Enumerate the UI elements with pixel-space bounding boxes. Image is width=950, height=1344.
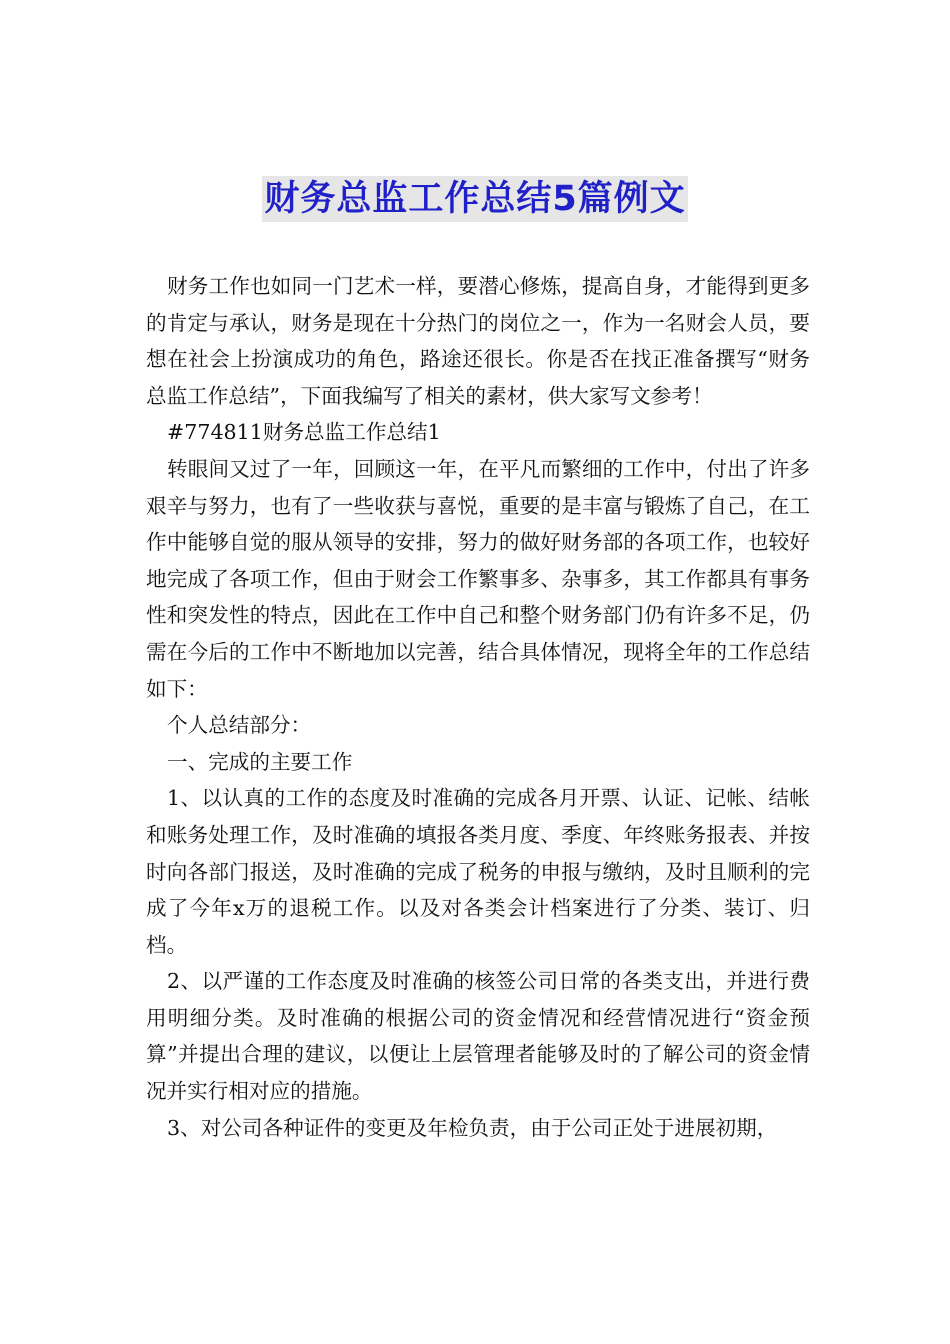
section-heading-main-work: 一、完成的主要工作 bbox=[167, 749, 353, 774]
summary-opening-paragraph: 转眼间又过了一年，回顾这一年，在平凡而繁细的工作中，付出了许多艰辛与努力，也有了一些收获与喜悦，重要的是丰富与锻炼了自己，在工作中能够自觉的服从领导的安排，努力的做好财务部的各项工作，也较好地完成了各项工作，但由于财会工作繁事多、杂事多，其工作都具有事务性和突发性的特点，因此在工作中自己和整个财务部门仍有许多不足，仍需在今后的工作中不断地加以完善，结合具体情况，现将全年的工作总结如下： bbox=[146, 456, 810, 701]
work-item-2: 2、以严谨的工作态度及时准确的核签公司日常的各类支出，并进行费用明细分类。及时准确的根据公司的资金情况和经营情况进行“资金预算”并提出合理的建议，以便让上层管理者能够及时的了解公司的资金情况并实行相对应的措施。 bbox=[146, 969, 810, 1104]
section-heading-personal-summary: 个人总结部分： bbox=[167, 713, 312, 738]
title-container bbox=[0, 176, 950, 222]
work-item-1: 1、以认真的工作的态度及时准确的完成各月开票、认证、记帐、结帐和账务处理工作，及时准确的填报各类月度、季度、年终账务报表、并按时向各部门报送，及时准确的完成了税务的申报与缴纳，及时且顺利的完成了今年x万的退税工作。以及对各类会计档案进行了分类、装订、归档。 bbox=[146, 786, 810, 957]
document-title: 财务总监工作总结5篇例文 bbox=[262, 176, 687, 222]
document-body bbox=[146, 268, 810, 1146]
work-item-3: 3、对公司各种证件的变更及年检负责，由于公司正处于进展初期， bbox=[167, 1115, 778, 1140]
section-heading-summary-1: #774811财务总监工作总结1 bbox=[167, 420, 441, 445]
intro-paragraph: 财务工作也如同一门艺术一样，要潜心修炼，提高自身，才能得到更多的肯定与承认，财务是现在十分热门的岗位之一，作为一名财会人员，要想在社会上扮演成功的角色，路途还很长。你是否在找正准备撰写“财务总监工作总结”，下面我编写了相关的素材，供大家写文参考！ bbox=[146, 274, 810, 408]
